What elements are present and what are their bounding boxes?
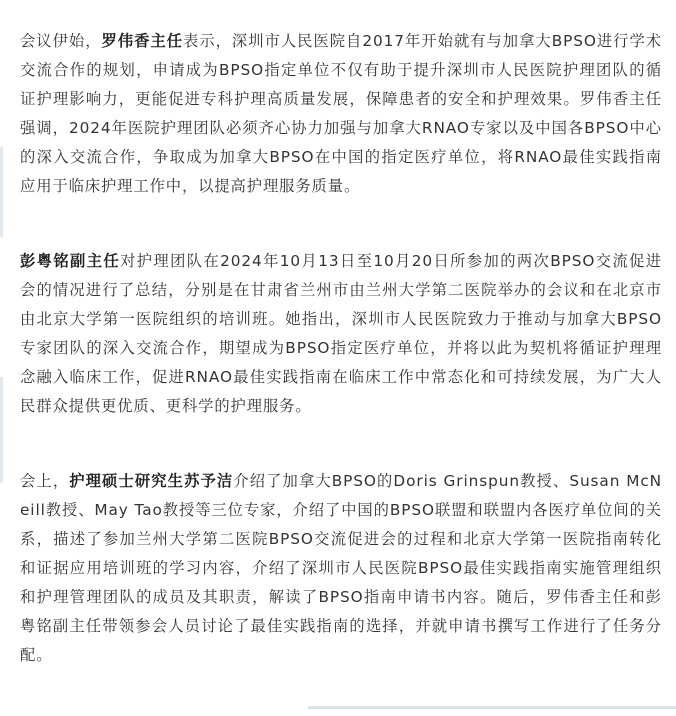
paragraph-section-1 [20, 27, 662, 201]
paragraph-3 [20, 467, 662, 670]
paragraph-3-text-cont: 介绍了加拿大BPSO的Doris Grinspun教授、Susan McNeill教授、May Tao教授等三位专家，介绍了中国的BPSO联盟和联盟内各医疗单位间的关系，描述了参加兰州大学第二医院BPSO交流促进会的过程和北京大学第一医院指南转化和证据应用培训班的学习内容，介绍了深圳市人民医院BPSO最佳实践指南实施管理组织和护理管理团队的成员及其职责，解读了BPSO指南申请书内容。随后，罗伟香主任和彭粤铭副主任带领参会人员讨论了最佳实践指南的选择，并就申请书撰写工作进行了任务分配。 [20, 472, 663, 664]
paragraph-section-3 [20, 467, 662, 670]
speaker-name-su: 护理硕士研究生苏予洁 [69, 472, 234, 490]
paragraph-3-text: 会上， [20, 472, 70, 490]
speaker-name-luo: 罗伟香主任 [101, 32, 184, 50]
accent-line [0, 147, 3, 237]
paragraph-1 [20, 27, 662, 201]
paragraph-section-2 [20, 247, 662, 421]
paragraph-1-text-cont: 表示，深圳市人民医院自2017年开始就有与加拿大BPSO进行学术交流合作的规划，申请成为BPSO指定单位不仅有助于提升深圳市人民医院护理团队的循证护理影响力，更能促进专科护理高质量发展，保障患者的安全和护理效果。罗伟香主任强调，2024年医院护理团队必须齐心协力加强与加拿大RNAO专家以及中国各BPSO中心的深入交流合作，争取成为加拿大BPSO在中国的指定医疗单位，将RNAO最佳实践指南应用于临床护理工作中，以提高护理服务质量。 [20, 32, 662, 195]
accent-line [0, 453, 3, 483]
paragraph-2 [20, 247, 662, 421]
speaker-name-peng: 彭粤铭副主任 [20, 252, 121, 270]
paragraph-2-text: 对护理团队在2024年10月13日至10月20日所参加的两次BPSO交流促进会的情况进行了总结，分别是在甘肃省兰州市由兰州大学第二医院举办的会议和在北京市由北京大学第一医院组织的培训班。她指出，深圳市人民医院致力于推动与加拿大BPSO专家团队的深入交流合作，期望成为BPSO指定医疗单位，并将以此为契机将循证护理理念融入临床工作，促进RNAO最佳实践指南在临床工作中常态化和可持续发展，为广大人民群众提供更优质、更科学的护理服务。 [20, 252, 662, 415]
bottom-divider [308, 706, 676, 709]
accent-line [0, 377, 3, 463]
paragraph-1-text: 会议伊始， [20, 32, 102, 50]
